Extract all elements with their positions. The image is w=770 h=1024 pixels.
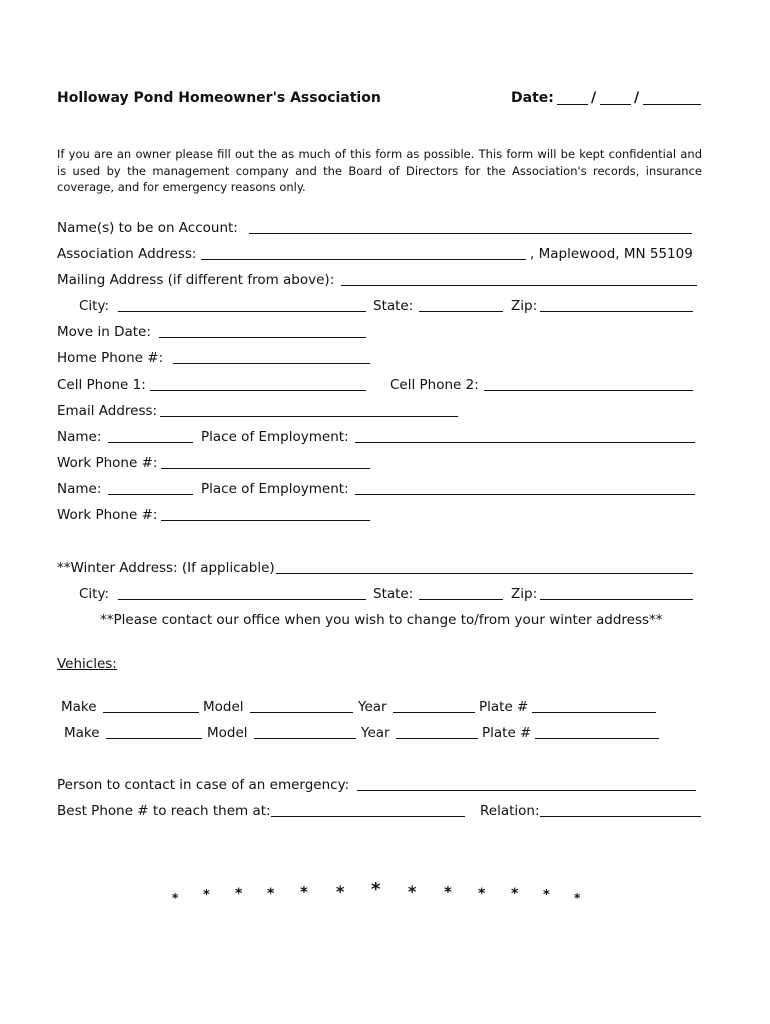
zip-field[interactable] [540,311,693,312]
winter-zip-label: Zip: [511,586,538,602]
vehicle-year-field[interactable] [393,712,475,713]
association-address-suffix: , Maplewood, MN 55109 [530,246,693,262]
best-phone-field[interactable] [271,816,465,817]
vehicle-year-field[interactable] [396,738,478,739]
divider-star: * [574,891,581,905]
vehicle-year-label: Year [358,699,387,715]
vehicle-model-field[interactable] [254,738,356,739]
vehicle-make-label: Make [64,725,100,741]
divider-star: * [203,888,210,903]
work-phone-field[interactable] [161,468,370,469]
mailing-address-field[interactable] [341,285,697,286]
divider-star: * [300,883,308,901]
vehicle-plate-field[interactable] [532,712,656,713]
vehicle-make-field[interactable] [106,738,202,739]
date-separator: / [634,90,640,106]
vehicle-model-label: Model [203,699,244,715]
work-phone-field[interactable] [161,520,370,521]
place-of-employment-label: Place of Employment: [201,429,349,445]
emergency-contact-field[interactable] [357,790,696,791]
city-field[interactable] [118,311,366,312]
cell-phone-2-field[interactable] [484,390,693,391]
divider-star: * [235,886,243,902]
work-phone-label: Work Phone #: [57,507,158,523]
move-in-date-label: Move in Date: [57,324,151,340]
mailing-address-label: Mailing Address (if different from above): [57,272,335,288]
divider-star: * [371,879,381,900]
divider-star: * [511,886,519,902]
state-label: State: [373,298,414,314]
vehicle-make-field[interactable] [103,712,199,713]
winter-city-label: City: [79,586,110,602]
vehicle-plate-label: Plate # [482,725,532,741]
work-phone-label: Work Phone #: [57,455,158,471]
cell-phone-2-label: Cell Phone 2: [390,377,479,393]
winter-state-label: State: [373,586,414,602]
names-field[interactable] [249,233,692,234]
city-label: City: [79,298,110,314]
move-in-date-field[interactable] [159,337,366,338]
association-address-label: Association Address: [57,246,197,262]
winter-zip-field[interactable] [540,599,693,600]
cell-phone-1-label: Cell Phone 1: [57,377,146,393]
home-phone-field[interactable] [173,363,370,364]
divider-star: * [336,882,345,901]
cell-phone-1-field[interactable] [150,390,366,391]
date-day-field[interactable] [600,104,631,105]
name-field[interactable] [108,494,193,495]
divider-star: * [172,891,179,905]
winter-address-note: **Please contact our office when you wish to change to/from your winter address** [100,612,663,628]
name-label: Name: [57,429,102,445]
association-address-field[interactable] [201,259,526,260]
home-phone-label: Home Phone #: [57,350,164,366]
date-month-field[interactable] [557,104,588,105]
relation-field[interactable] [540,816,701,817]
place-of-employment-field[interactable] [355,442,695,443]
zip-label: Zip: [511,298,538,314]
names-label: Name(s) to be on Account: [57,220,238,236]
name-label: Name: [57,481,102,497]
divider-star: * [478,886,486,902]
intro-paragraph: If you are an owner please fill out the as much of this form as possible. This form will be kept confidential and is used by the management company and the Board of Directors for the Association's records, insurance coverage, and for emergency reasons only. [57,147,702,194]
place-of-employment-field[interactable] [355,494,695,495]
vehicle-model-field[interactable] [250,712,353,713]
emergency-contact-label: Person to contact in case of an emergency: [57,777,350,793]
date-year-field[interactable] [643,104,701,105]
vehicle-year-label: Year [361,725,390,741]
winter-address-label: **Winter Address: (If applicable) [57,560,275,576]
winter-address-field[interactable] [276,573,693,574]
divider-star: * [267,886,275,902]
divider-star: * [543,888,550,903]
place-of-employment-label: Place of Employment: [201,481,349,497]
winter-state-field[interactable] [419,599,503,600]
best-phone-label: Best Phone # to reach them at: [57,803,271,819]
vehicles-heading: Vehicles: [57,656,117,672]
vehicle-plate-label: Plate # [479,699,529,715]
email-field[interactable] [160,416,458,417]
divider-star: * [408,882,417,901]
relation-label: Relation: [480,803,540,819]
date-label: Date: [511,90,554,106]
state-field[interactable] [419,311,503,312]
name-field[interactable] [108,442,193,443]
form-title: Holloway Pond Homeowner's Association [57,90,381,106]
divider-star: * [444,883,452,901]
date-separator: / [591,90,597,106]
email-label: Email Address: [57,403,158,419]
winter-city-field[interactable] [118,599,366,600]
vehicle-model-label: Model [207,725,248,741]
vehicle-make-label: Make [61,699,97,715]
vehicle-plate-field[interactable] [535,738,659,739]
